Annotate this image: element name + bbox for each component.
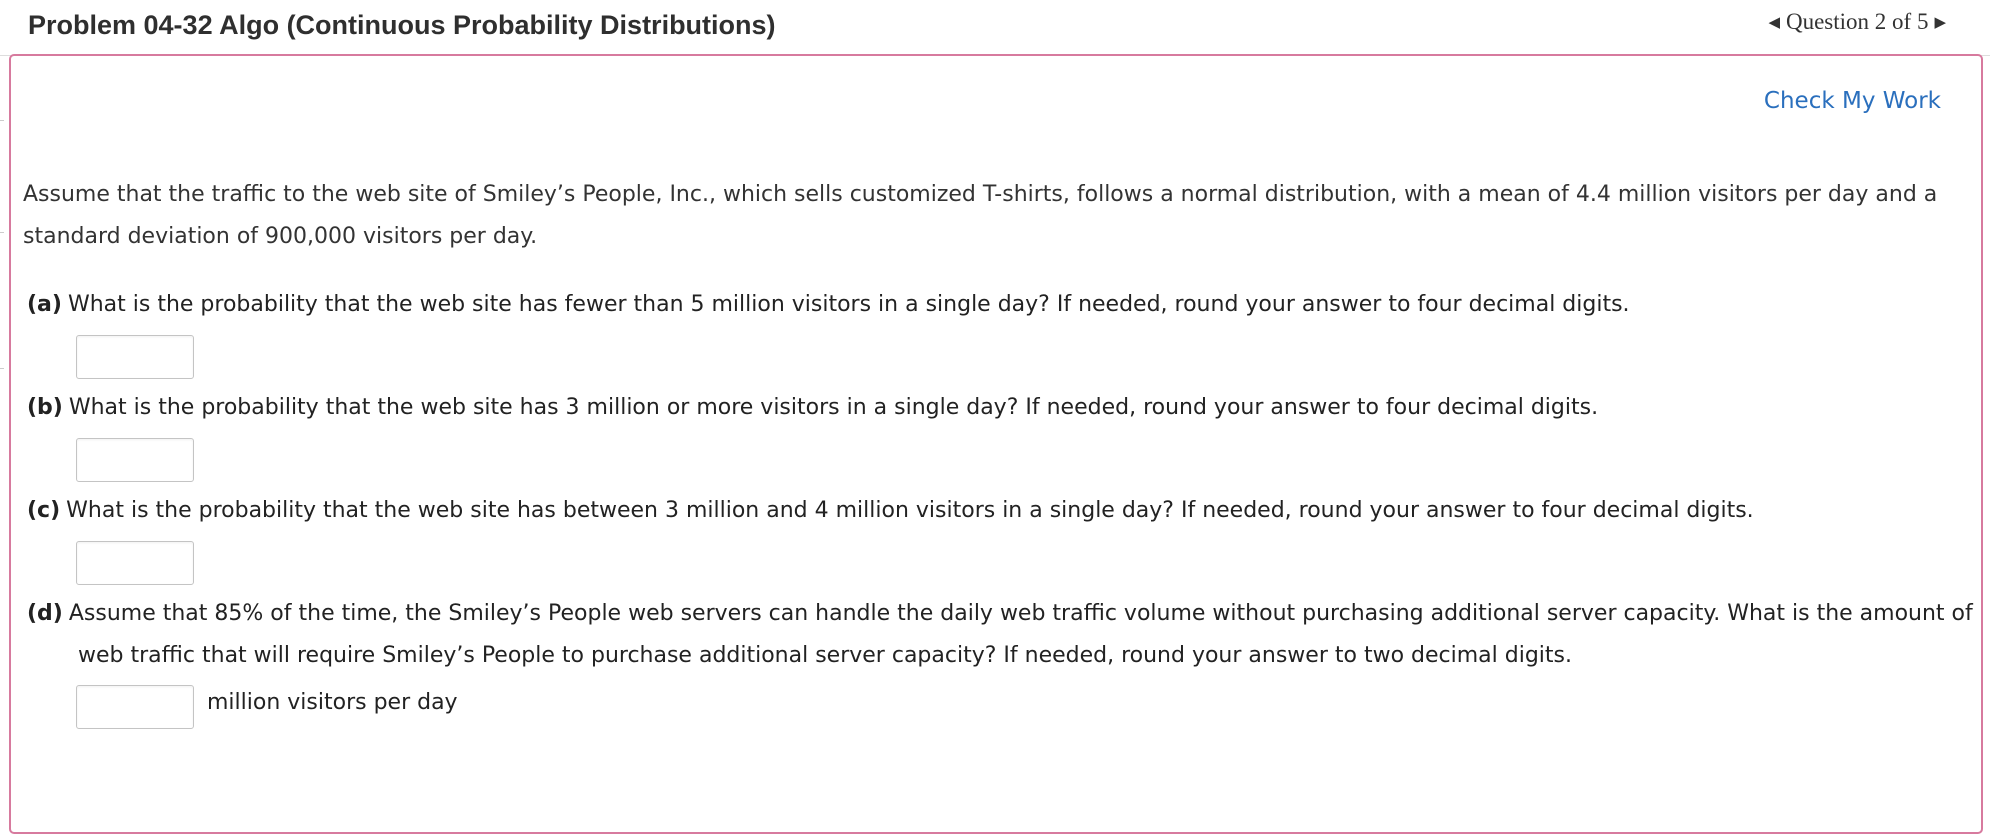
part-c-label: (c) [27,498,61,523]
part-a-label: (a) [27,292,62,317]
problem-statement: Assume that the traffic to the web site of Smiley’s People, Inc., which sells customized T-shirts, follows a normal distribution, with a mean of 4.4 million visitors per day and a standard deviation of 900,000 visitors per day. [23,182,1938,249]
check-my-work-link[interactable]: Check My Work [1763,88,1941,114]
part-a [27,284,1972,326]
question-panel [9,54,1983,834]
part-c-question: What is the probability that the web site has between 3 million and 4 million visitors in a single day? If needed, round your answer to four decimal digits. [66,498,1754,523]
left-edge-tick [0,120,4,121]
header-bar [0,0,1990,56]
part-b-label: (b) [27,395,63,420]
part-c [27,490,1972,532]
part-d-answer-input[interactable] [76,685,194,729]
part-a-question: What is the probability that the web site has fewer than 5 million visitors in a single day? If needed, round your answer to four decimal digits. [67,292,1630,317]
triangle-right-icon[interactable]: ▶ [1934,14,1946,31]
left-edge-tick [0,368,4,369]
question-navigator [1762,9,1952,35]
part-d-question: Assume that 85% of the time, the Smiley’s People web servers can handle the daily web traffic volume without purchasing additional server capacity. What is the amount of web traffic that will require Smiley’s People to purchase additional server capacity? If needed, round your answer to two decimal digits. [68,601,1973,668]
part-d [27,593,1990,677]
left-edge-tick [0,232,4,233]
question-counter: Question 2 of 5 [1785,9,1929,34]
part-d-label: (d) [27,601,63,626]
part-d-unit-label: million visitors per day [207,690,458,715]
part-b-question: What is the probability that the web site has 3 million or more visitors in a single day? If needed, round your answer to four decimal digits. [68,395,1599,420]
problem-title: Problem 04-32 Algo (Continuous Probability Distributions) [28,10,776,40]
part-b [27,387,1972,429]
triangle-left-icon[interactable]: ◀ [1768,14,1780,31]
part-c-answer-input[interactable] [76,541,194,585]
part-a-answer-input[interactable] [76,335,194,379]
part-b-answer-input[interactable] [76,438,194,482]
